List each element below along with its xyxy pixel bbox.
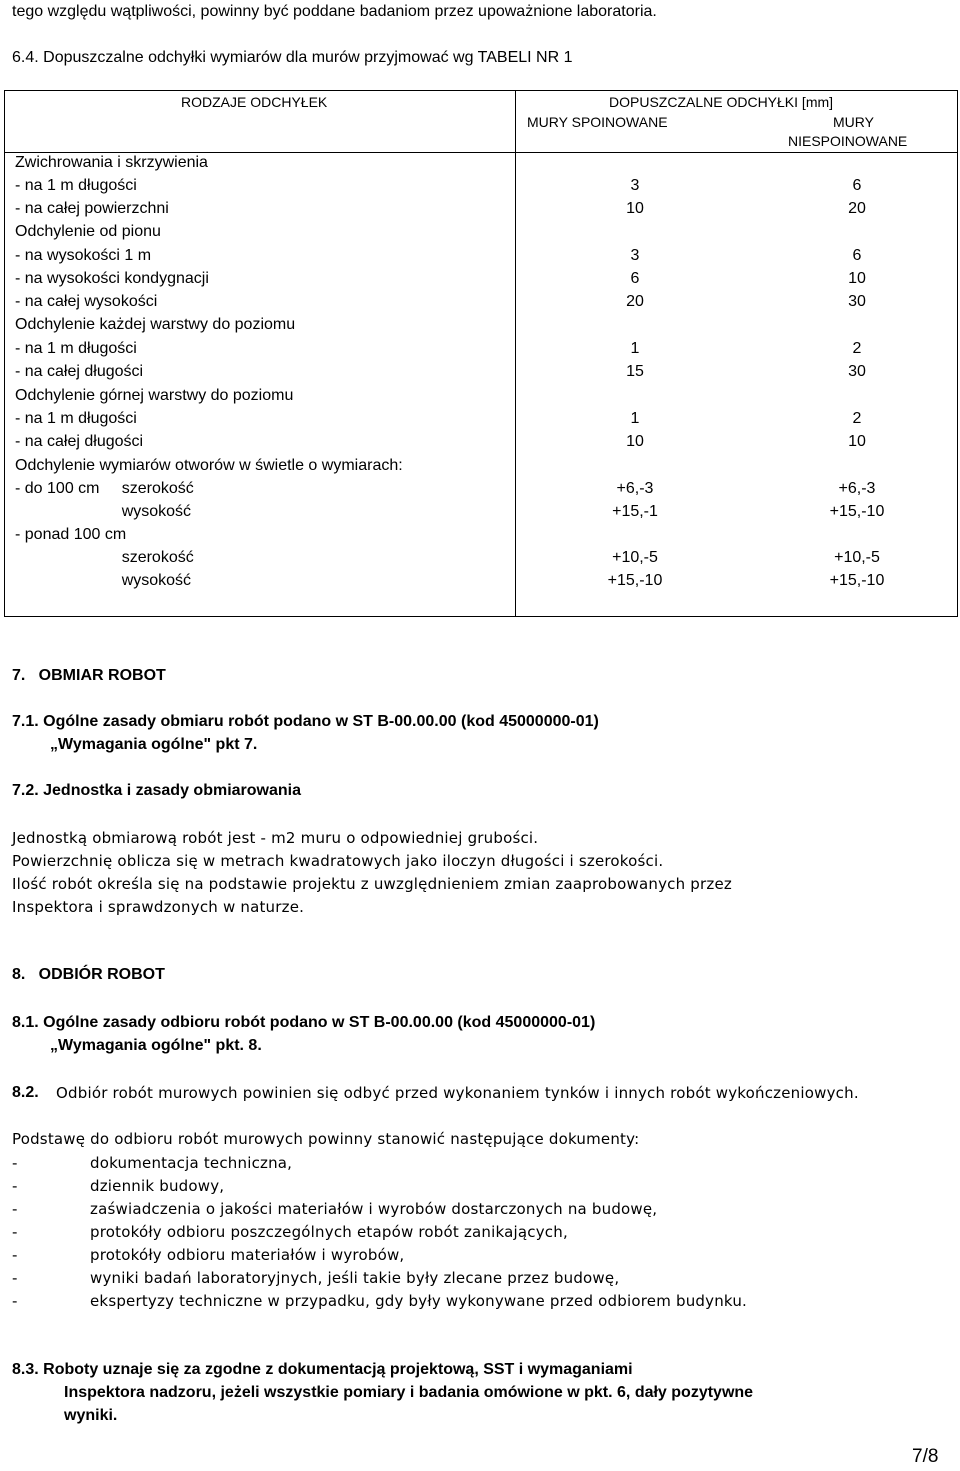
list-bullet: -: [12, 1246, 18, 1264]
table-cell-spoinowane: 20: [626, 293, 644, 310]
list-item: ekspertyzy techniczne w przypadku, gdy były wykonywane przed odbiorem budynku.: [90, 1292, 748, 1310]
section-7-1-heading-cont: „Wymagania ogólne" pkt 7.: [50, 736, 258, 753]
table-row-label: szerokość: [15, 549, 194, 566]
table-row-label: - do 100 cm szerokość: [15, 480, 194, 497]
list-bullet: -: [12, 1223, 18, 1241]
table-cell-niespoinowane: 6: [852, 177, 862, 194]
section-8-2-number: 8.2.: [12, 1084, 39, 1101]
table-row-label: - na 1 m długości: [15, 177, 137, 194]
table-cell-niespoinowane: +6,-3: [838, 480, 876, 497]
section-6-4-heading: 6.4. Dopuszczalne odchyłki wymiarów dla murów przyjmować wg TABELI NR 1: [12, 49, 573, 66]
table-cell-spoinowane: 10: [626, 200, 644, 217]
table-cell-niespoinowane: 6: [852, 247, 862, 264]
table-row-label: Zwichrowania i skrzywienia: [15, 154, 208, 171]
section-7-2-heading: 7.2. Jednostka i zasady obmiarowania: [12, 782, 301, 799]
table-row-label: - na całej długości: [15, 363, 144, 380]
tolerance-table: [4, 90, 958, 617]
table-header-right: DOPUSZCZALNE ODCHYŁKI [mm]: [609, 94, 834, 110]
table-row-label: wysokość: [15, 572, 192, 589]
list-bullet: -: [12, 1269, 18, 1287]
table-cell-niespoinowane: 30: [848, 293, 866, 310]
table-cell-spoinowane: +15,-10: [607, 572, 663, 589]
table-row-label: - na 1 m długości: [15, 340, 137, 357]
table-cell-spoinowane: +15,-1: [612, 503, 658, 520]
table-row-label: Odchylenie górnej warstwy do poziomu: [15, 387, 294, 404]
section-8-1-heading-cont: „Wymagania ogólne" pkt. 8.: [50, 1037, 262, 1054]
page-number: 7/8: [912, 1446, 939, 1467]
list-item: dokumentacja techniczna,: [90, 1154, 293, 1172]
list-item: zaświadczenia o jakości materiałów i wyrobów dostarczonych na budowę,: [90, 1200, 658, 1218]
table-cell-niespoinowane: 20: [848, 200, 866, 217]
table-divider-left: [515, 91, 516, 616]
table-row-label: - na wysokości kondygnacji: [15, 270, 209, 287]
table-cell-spoinowane: 3: [630, 247, 640, 264]
col-mury-spoinowane: MURY SPOINOWANE: [527, 114, 668, 130]
list-item: protokóły odbioru poszczególnych etapów robót zanikających,: [90, 1223, 568, 1241]
table-cell-niespoinowane: 2: [852, 410, 862, 427]
table-row-label: - na 1 m długości: [15, 410, 137, 427]
p7-line-1: Jednostką obmiarową robót jest - m2 muru o odpowiedniej grubości.: [12, 829, 539, 847]
list-bullet: -: [12, 1154, 18, 1172]
section-8-heading: 8. ODBIÓR ROBOT: [12, 966, 165, 983]
p7-line-4: Inspektora i sprawdzonych w naturze.: [12, 898, 305, 916]
table-cell-niespoinowane: 10: [848, 433, 866, 450]
p7-line-2: Powierzchnię oblicza się w metrach kwadratowych jako iloczyn długości i szerokości.: [12, 852, 664, 870]
table-cell-niespoinowane: +15,-10: [829, 503, 885, 520]
section-8-3-line-1: 8.3. Roboty uznaje się za zgodne z dokumentacją projektową, SST i wymaganiami: [12, 1361, 633, 1378]
p7-line-3: Ilość robót określa się na podstawie projektu z uwzględnieniem zmian zaaprobowanych przez: [12, 875, 732, 893]
section-8-2-text: Odbiór robót murowych powinien się odbyć przed wykonaniem tynków i innych robót wykończeniowych.: [56, 1084, 859, 1102]
list-bullet: -: [12, 1177, 18, 1195]
table-row-label: - na całej powierzchni: [15, 200, 169, 217]
table-cell-spoinowane: 1: [630, 410, 640, 427]
table-row-label: Odchylenie od pionu: [15, 223, 161, 240]
section-8-1-heading: 8.1. Ogólne zasady odbioru robót podano w ST B-00.00.00 (kod 45000000-01): [12, 1014, 596, 1031]
table-row-label: - na całej wysokości: [15, 293, 158, 310]
list-bullet: -: [12, 1292, 18, 1310]
list-item: dziennik budowy,: [90, 1177, 225, 1195]
col-mury-niespoinowane-2: NIESPOINOWANE: [788, 133, 908, 149]
section-8-3-line-3: wyniki.: [64, 1407, 118, 1424]
table-cell-niespoinowane: +15,-10: [829, 572, 885, 589]
section-7-heading: 7. OBMIAR ROBOT: [12, 667, 166, 684]
table-cell-niespoinowane: 30: [848, 363, 866, 380]
intro-line: tego względu wątpliwości, powinny być poddane badaniom przez upoważnione laboratoria.: [12, 3, 657, 20]
table-cell-spoinowane: 10: [626, 433, 644, 450]
table-cell-niespoinowane: 10: [848, 270, 866, 287]
table-row-label: - ponad 100 cm: [15, 526, 127, 543]
table-row-label: - na wysokości 1 m: [15, 247, 152, 264]
col-mury-niespoinowane-1: MURY: [833, 114, 874, 130]
table-row-label: - na całej długości: [15, 433, 144, 450]
list-bullet: -: [12, 1200, 18, 1218]
table-header-left: RODZAJE ODCHYŁEK: [181, 94, 328, 110]
table-row-label: Odchylenie wymiarów otworów w świetle o wymiarach:: [15, 457, 403, 474]
table-cell-spoinowane: 3: [630, 177, 640, 194]
table-row-label: Odchylenie każdej warstwy do poziomu: [15, 316, 296, 333]
table-cell-spoinowane: 1: [630, 340, 640, 357]
section-7-1-heading: 7.1. Ogólne zasady obmiaru robót podano w ST B-00.00.00 (kod 45000000-01): [12, 713, 599, 730]
list-item: protokóły odbioru materiałów i wyrobów,: [90, 1246, 405, 1264]
section-8-3-line-2: Inspektora nadzoru, jeżeli wszystkie pomiary i badania omówione w pkt. 6, dały pozytywne: [64, 1384, 754, 1401]
table-cell-niespoinowane: 2: [852, 340, 862, 357]
p8-intro: Podstawę do odbioru robót murowych powinny stanowić następujące dokumenty:: [12, 1130, 640, 1148]
table-row-label: wysokość: [15, 503, 192, 520]
list-item: wyniki badań laboratoryjnych, jeśli takie były zlecane przez budowę,: [90, 1269, 620, 1287]
table-cell-spoinowane: 15: [626, 363, 644, 380]
table-cell-spoinowane: +6,-3: [616, 480, 654, 497]
table-cell-spoinowane: 6: [630, 270, 640, 287]
table-cell-spoinowane: +10,-5: [612, 549, 658, 566]
table-cell-niespoinowane: +10,-5: [834, 549, 880, 566]
